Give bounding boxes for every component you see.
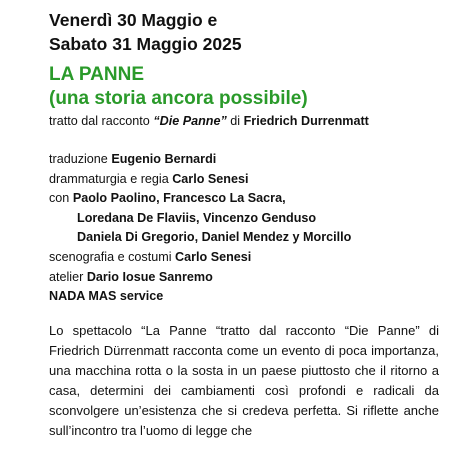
event-document <box>49 8 439 441</box>
credit-label: scenografia e costumi <box>49 249 175 264</box>
credit-name: Carlo Senesi <box>172 171 249 186</box>
credit-direction <box>49 170 439 190</box>
credit-label: drammaturgia e regia <box>49 171 173 186</box>
credit-label: atelier <box>49 269 87 284</box>
credit-cast-line-1 <box>49 189 439 209</box>
show-title: LA PANNE <box>49 64 144 85</box>
credit-atelier <box>49 268 439 288</box>
credit-name: Eugenio Bernardi <box>111 152 217 166</box>
source-prefix: tratto dal racconto <box>49 114 154 128</box>
show-subtitle: (una storia ancora possibile) <box>49 88 308 109</box>
credits-block <box>49 150 439 307</box>
credit-cast-line-3: Daniela Di Gregorio, Daniel Mendez y Morcillo <box>77 230 352 245</box>
credit-scenography <box>49 248 439 268</box>
credit-name: Dario Iosue Sanremo <box>86 269 213 284</box>
event-date-line-2: Sabato 31 Maggio 2025 <box>49 34 242 54</box>
source-middle: di <box>226 114 244 128</box>
source-line <box>49 113 439 130</box>
credit-label: traduzione <box>49 152 112 166</box>
description-paragraph: Lo spettacolo “La Panne “tratto dal racconto “Die Panne” di Friedrich Dürrenmatt racconta come un evento di poca importanza, una macchina rotta o la sosta in un paese piuttosto che il ritorno a casa, determini dei cambiamenti così profondi e radicali da sconvolgere un’esistenza che si credeva perfetta. Si riflette anche sull’incontro tra l’uomo di legge che <box>49 322 439 438</box>
credit-service: NADA MAS service <box>49 289 164 304</box>
credit-name: Carlo Senesi <box>175 249 252 264</box>
credit-cast-line-2: Loredana De Flaviis, Vincenzo Genduso <box>77 210 317 225</box>
event-date-line-1: Venerdì 30 Maggio e <box>49 10 218 30</box>
credit-name: Paolo Paolino, Francesco La Sacra, <box>72 191 286 206</box>
source-work: “Die Panne” <box>153 114 227 128</box>
credit-label: con <box>49 191 73 206</box>
source-author: Friedrich Durrenmatt <box>243 114 369 128</box>
credit-translation <box>49 150 439 170</box>
